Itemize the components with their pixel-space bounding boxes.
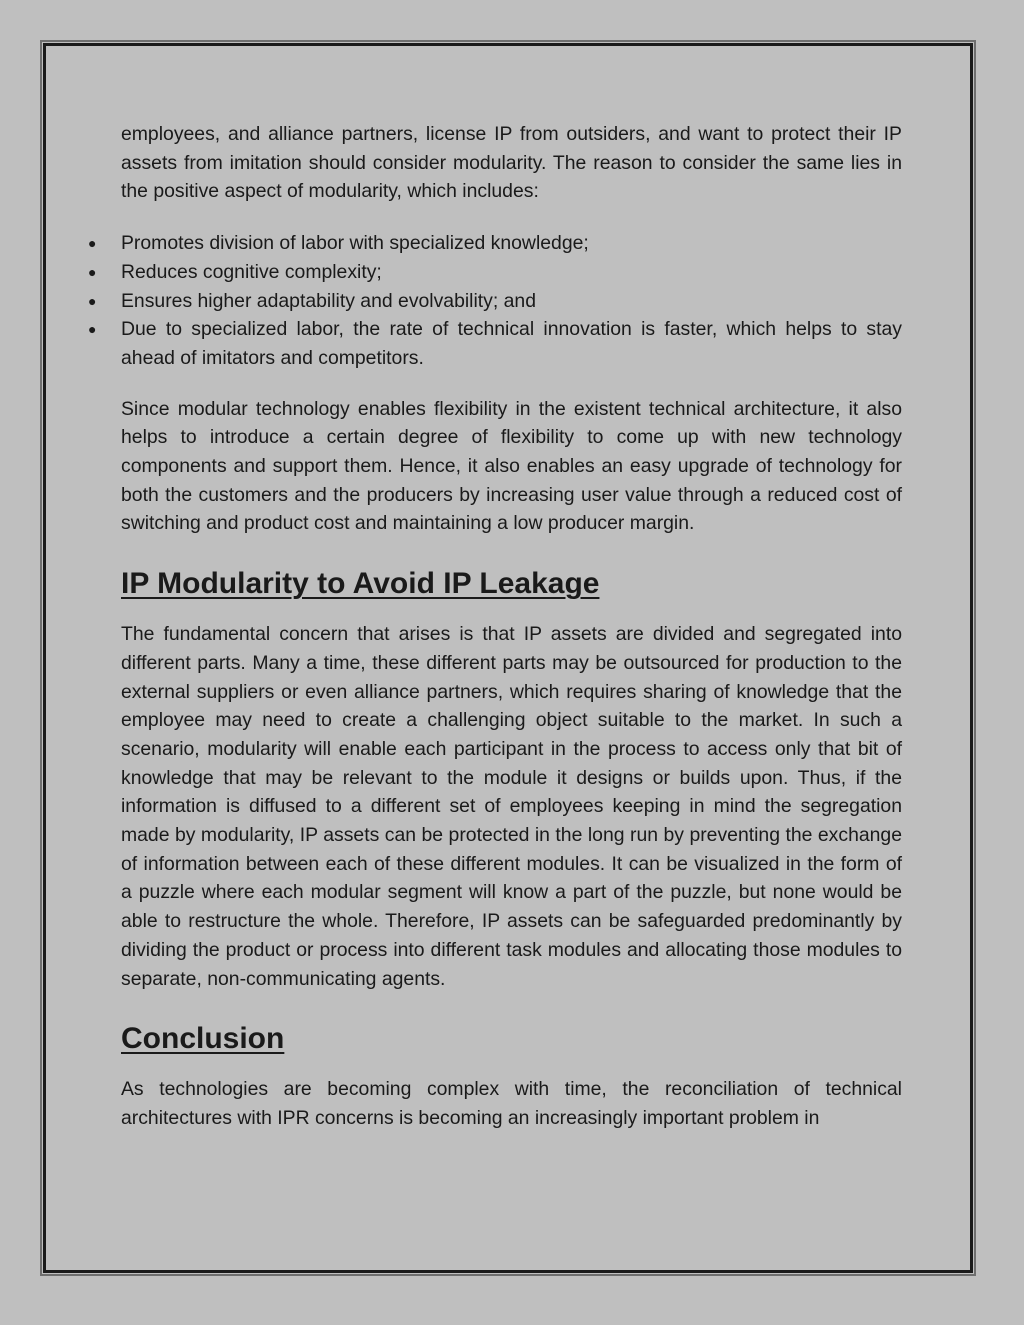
leakage-paragraph: The fundamental concern that arises is that IP assets are divided and segregated into different parts. Many a time, these different parts may be outsourced for production to the external suppliers or even alliance partners, which requires sharing of knowledge that the employee may need to create a challenging object suitable to the market. In such a scenario, modularity will enable each participant in the process to access only that bit of knowledge that may be relevant to the module it designs or builds upon. Thus, if the information is diffused to a different set of employees keeping in mind the segregation made by modularity, IP assets can be protected in the long run by preventing the exchange of information between each of these different modules. It can be visualized in the form of a puzzle where each modular segment will know a part of the puzzle, but none would be able to restructure the whole. Therefore, IP assets can be safeguarded predominantly by dividing the product or process into different task modules and allocating those modules to separate, non-communicating agents.: [121, 623, 902, 990]
bullet-icon: ●: [88, 292, 97, 309]
document-body: [88, 120, 902, 1133]
list-item: ● Due to specialized labor, the rate of technical innovation is faster, which helps to stay ahead of imitators and competitors.: [121, 315, 902, 372]
bullet-icon: ●: [88, 263, 97, 280]
list-item: ● Ensures higher adaptability and evolvability; and: [121, 287, 902, 316]
conclusion-paragraph: As technologies are becoming complex with time, the reconciliation of technical architectures with IPR concerns is becoming an increasingly important problem in: [121, 1078, 902, 1129]
intro-paragraph: employees, and alliance partners, license IP from outsiders, and want to protect their IP assets from imitation should consider modularity. The reason to consider the same lies in the positive aspect of modularity, which includes:: [121, 123, 902, 203]
bullet-icon: ●: [88, 235, 97, 252]
conclusion-heading: Conclusion: [121, 1022, 285, 1056]
list-item: ● Promotes division of labor with specialized knowledge;: [121, 229, 902, 258]
leakage-heading: IP Modularity to Avoid IP Leakage: [121, 567, 600, 601]
flexibility-paragraph: Since modular technology enables flexibility in the existent technical architecture, it also helps to introduce a certain degree of flexibility to come up with new technology components and support them. Hence, it also enables an easy upgrade of technology for both the customers and the producers by increasing user value through a reduced cost of switching and product cost and maintaining a low producer margin.: [121, 397, 902, 535]
benefits-list: [88, 229, 902, 373]
bullet-icon: ●: [88, 321, 97, 338]
list-item: ● Reduces cognitive complexity;: [121, 258, 902, 287]
